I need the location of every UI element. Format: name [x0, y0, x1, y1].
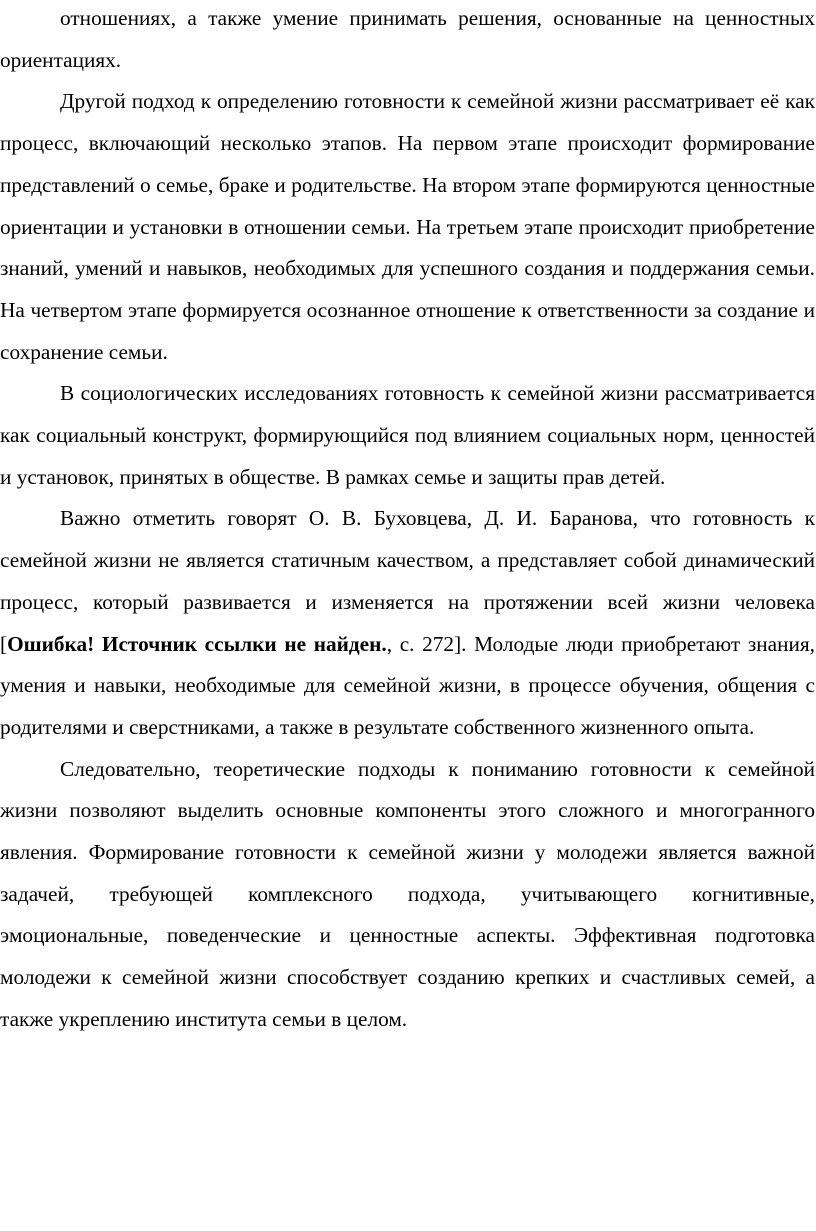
- paragraph-dynamic-process-text-b: , с. 272]. Молодые люди приобретают знания, умения и навыки, необходимые для семейной жизни, в процессе обучения, общения с родителями и сверстниками, а также в результате собственного жизненного опыта.: [0, 631, 815, 739]
- paragraph-stages: Другой подход к определению готовности к семейной жизни рассматривает её как процесс, включающий несколько этапов. На первом этапе происходит формирование представлений о семье, браке и родительстве. На втором этапе формируются ценностные ориентации и установки в отношении семьи. На третьем этапе происходит приобретение знаний, умений и навыков, необходимых для успешного создания и поддержания семьи. На четвертом этапе формируется осознанное отношение к ответственности за создание и сохранение семьи.: [0, 89, 815, 364]
- paragraph-dynamic-process: [0, 498, 815, 748]
- paragraph-sociology: В социологических исследованиях готовность к семейной жизни рассматривается как социальный конструкт, формирующийся под влиянием социальных норм, ценностей и установок, принятых в обществе. В рамках семье и защиты прав детей.: [0, 381, 815, 489]
- paragraph-continuation: отношениях, а также умение принимать решения, основанные на ценностных ориентациях.: [0, 6, 815, 72]
- paragraph-conclusion: Следовательно, теоретические подходы к пониманию готовности к семейной жизни позволяют выделить основные компоненты этого сложного и многогранного явления. Формирование готовности к семейной жизни у молодежи является важной задачей, требующей комплексного подхода, учитывающего когнитивные, эмоциональные, поведенческие и ценностные аспекты. Эффективная подготовка молодежи к семейной жизни способствует созданию крепких и счастливых семей, а также укреплению института семьи в целом.: [0, 756, 815, 1031]
- reference-error-text: Ошибка! Источник ссылки не найден.: [7, 631, 387, 656]
- paragraph-dynamic-process-text-a: Важно отметить говорят О. В. Буховцева, Д. И. Баранова, что готовность к семейной жизни не является статичным качеством, а представляет собой динамический процесс, который развивается и изменяется на протяжении всей жизни человека [: [0, 506, 815, 656]
